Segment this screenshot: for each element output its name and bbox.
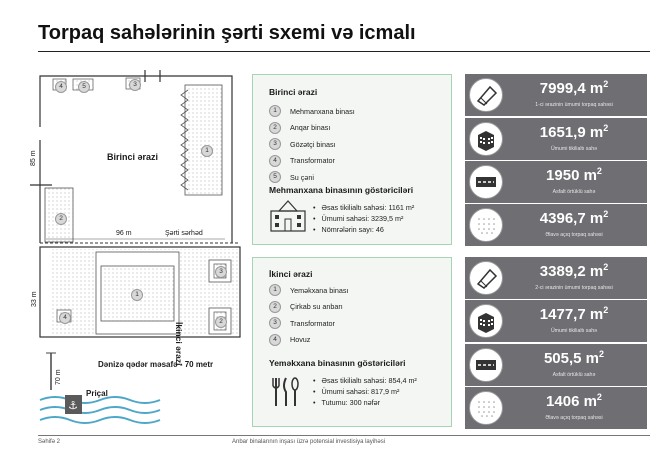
hotel-building xyxy=(185,85,222,195)
item-label: Mehmanxana binası xyxy=(290,106,355,116)
footer-divider xyxy=(38,435,650,436)
marker-label: 2 xyxy=(59,215,63,222)
card-value: 1477,7 $m^2$ xyxy=(539,305,609,323)
item-number: 1 xyxy=(269,105,281,117)
land-plot-icon xyxy=(469,261,503,295)
list-item xyxy=(269,120,355,137)
card-label: Əlavə açıq torpaq sahəsi xyxy=(545,415,603,421)
card-label: Ümumi tikilialtı sahə xyxy=(550,146,598,152)
canteen-stats-list xyxy=(313,375,417,408)
area1-building-list xyxy=(269,103,355,186)
project-title: Anbar binalarının inşası üzrə potensial investisiya layihəsi xyxy=(232,439,386,445)
marker-label: 5 xyxy=(82,83,86,90)
item-number: 3 xyxy=(269,138,281,150)
open-land-icon xyxy=(469,208,503,242)
marker-label: 4 xyxy=(59,83,63,90)
road-icon xyxy=(469,348,503,382)
hotel-stats-list xyxy=(313,202,414,235)
stat-item: • Əsas tikilialtı sahəsi: 1161 m² xyxy=(313,202,414,213)
stat-item: • Ümumi sahəsi: 3239,5 m² xyxy=(313,213,414,224)
list-item xyxy=(269,315,348,332)
marker-area2-4 xyxy=(59,312,71,324)
page-title: Torpaq sahələrinin şərti sxemi və icmalı xyxy=(38,22,416,44)
marker-label: 1 xyxy=(205,147,209,154)
card-label: 1-ci ərazinin ümumi torpaq sahəsi xyxy=(535,102,613,108)
list-item xyxy=(269,299,348,316)
item-number: 2 xyxy=(269,301,281,313)
summary-card xyxy=(465,74,647,116)
marker-label: 3 xyxy=(133,81,137,88)
title-divider xyxy=(38,51,650,52)
marker-label: 4 xyxy=(63,314,67,321)
card-value: 4396,7 $m^2$ xyxy=(539,209,609,227)
card-label: Asfalt örtüklü sahə xyxy=(552,189,596,195)
open-land-icon xyxy=(469,391,503,425)
item-number: 3 xyxy=(269,317,281,329)
summary-card xyxy=(465,257,647,299)
list-item xyxy=(269,332,348,349)
summary-card xyxy=(465,387,647,429)
pier-label: Priçal xyxy=(86,389,108,398)
list-item xyxy=(269,282,348,299)
stat-item: • Nömrələrin sayı: 46 xyxy=(313,224,414,235)
marker-label: 2 xyxy=(219,318,223,325)
svg-text:⚓: ⚓ xyxy=(68,399,78,412)
land-plot-icon xyxy=(469,78,503,112)
list-item xyxy=(269,153,355,170)
item-label: Transformator xyxy=(290,318,335,328)
road-icon xyxy=(469,165,503,199)
area1-label: Birinci ərazi xyxy=(107,152,159,162)
sea-distance-label: Dənizə qədər məsafə - 70 metr xyxy=(98,360,214,369)
border-label: Şərti sərhəd xyxy=(165,230,203,237)
area2-heading: İkinci ərazi xyxy=(269,269,313,279)
area1-panel xyxy=(252,74,452,245)
area2-label: İkinci ərazi xyxy=(174,322,184,366)
marker-area1-1 xyxy=(201,145,213,157)
item-label: Gözətçi binası xyxy=(290,139,336,149)
item-label: Çirkab su anbarı xyxy=(290,302,343,312)
card-value: 1950 $m^2$ xyxy=(546,166,602,184)
item-label: Su çəni xyxy=(290,172,314,182)
item-number: 4 xyxy=(269,334,281,346)
card-label: 2-ci ərazinin ümumi torpaq sahəsi xyxy=(535,285,613,291)
dim-33-label: 33 m xyxy=(31,291,38,307)
marker-area2-1 xyxy=(131,289,143,301)
dim-70-label: 70 m xyxy=(55,369,62,385)
item-label: Hovuz xyxy=(290,335,311,345)
marker-label: 3 xyxy=(219,268,223,275)
card-label: Əlavə açıq torpaq sahəsi xyxy=(545,232,603,238)
item-number: 2 xyxy=(269,122,281,134)
summary-card xyxy=(465,118,647,160)
card-value: 1651,9 $m^2$ xyxy=(539,123,609,141)
item-label: Transformator xyxy=(290,156,335,166)
site-plan-drawing xyxy=(0,60,250,435)
hotel-icon xyxy=(269,199,307,233)
canteen-stats-heading: Yeməkxana binasının göstəriciləri xyxy=(269,358,406,368)
summary-card xyxy=(465,204,647,246)
marker-area1-3 xyxy=(129,79,141,91)
card-value: 7999,4 $m^2$ xyxy=(539,79,609,97)
cutlery-icon xyxy=(271,376,301,408)
building-icon xyxy=(469,122,503,156)
card-value: 505,5 $m^2$ xyxy=(543,349,605,367)
marker-label: 1 xyxy=(135,291,139,298)
marker-area1-4 xyxy=(55,81,67,93)
marker-area1-2 xyxy=(55,213,67,225)
marker-area2-3 xyxy=(215,266,227,278)
stat-item: • Tutumu: 300 nəfər xyxy=(313,397,417,408)
card-value: 1406 $m^2$ xyxy=(546,392,602,410)
item-label: Anqar binası xyxy=(290,123,331,133)
item-number: 5 xyxy=(269,171,281,183)
card-label: Ümumi tikilialtı sahə xyxy=(550,328,598,334)
hotel-stats-heading: Mehmanxana binasının göstəriciləri xyxy=(269,185,414,195)
building-icon xyxy=(469,304,503,338)
page-number: Səhifə 2 xyxy=(38,439,61,445)
list-item xyxy=(269,136,355,153)
card-label: Asfalt örtüklü sahə xyxy=(552,372,596,378)
area2-panel xyxy=(252,257,452,427)
dim-85-label: 85 m xyxy=(30,150,37,166)
card-value: 3389,2 $m^2$ xyxy=(539,262,609,280)
area1-heading: Birinci ərazi xyxy=(269,87,318,97)
item-label: Yeməkxana binası xyxy=(290,285,349,295)
stat-item: • Ümumi sahəsi: 817,9 m² xyxy=(313,386,417,397)
summary-card xyxy=(465,300,647,342)
summary-card xyxy=(465,161,647,203)
summary-card xyxy=(465,344,647,386)
site-plan xyxy=(0,60,250,435)
marker-area2-2 xyxy=(215,316,227,328)
list-item xyxy=(269,103,355,120)
item-number: 1 xyxy=(269,284,281,296)
marker-area1-5 xyxy=(78,81,90,93)
item-number: 4 xyxy=(269,155,281,167)
stat-item: • Əsas tikilialtı sahəsi: 854,4 m² xyxy=(313,375,417,386)
dim-96-label: 96 m xyxy=(116,230,132,237)
area2-building-list xyxy=(269,282,348,348)
list-item xyxy=(269,169,355,186)
